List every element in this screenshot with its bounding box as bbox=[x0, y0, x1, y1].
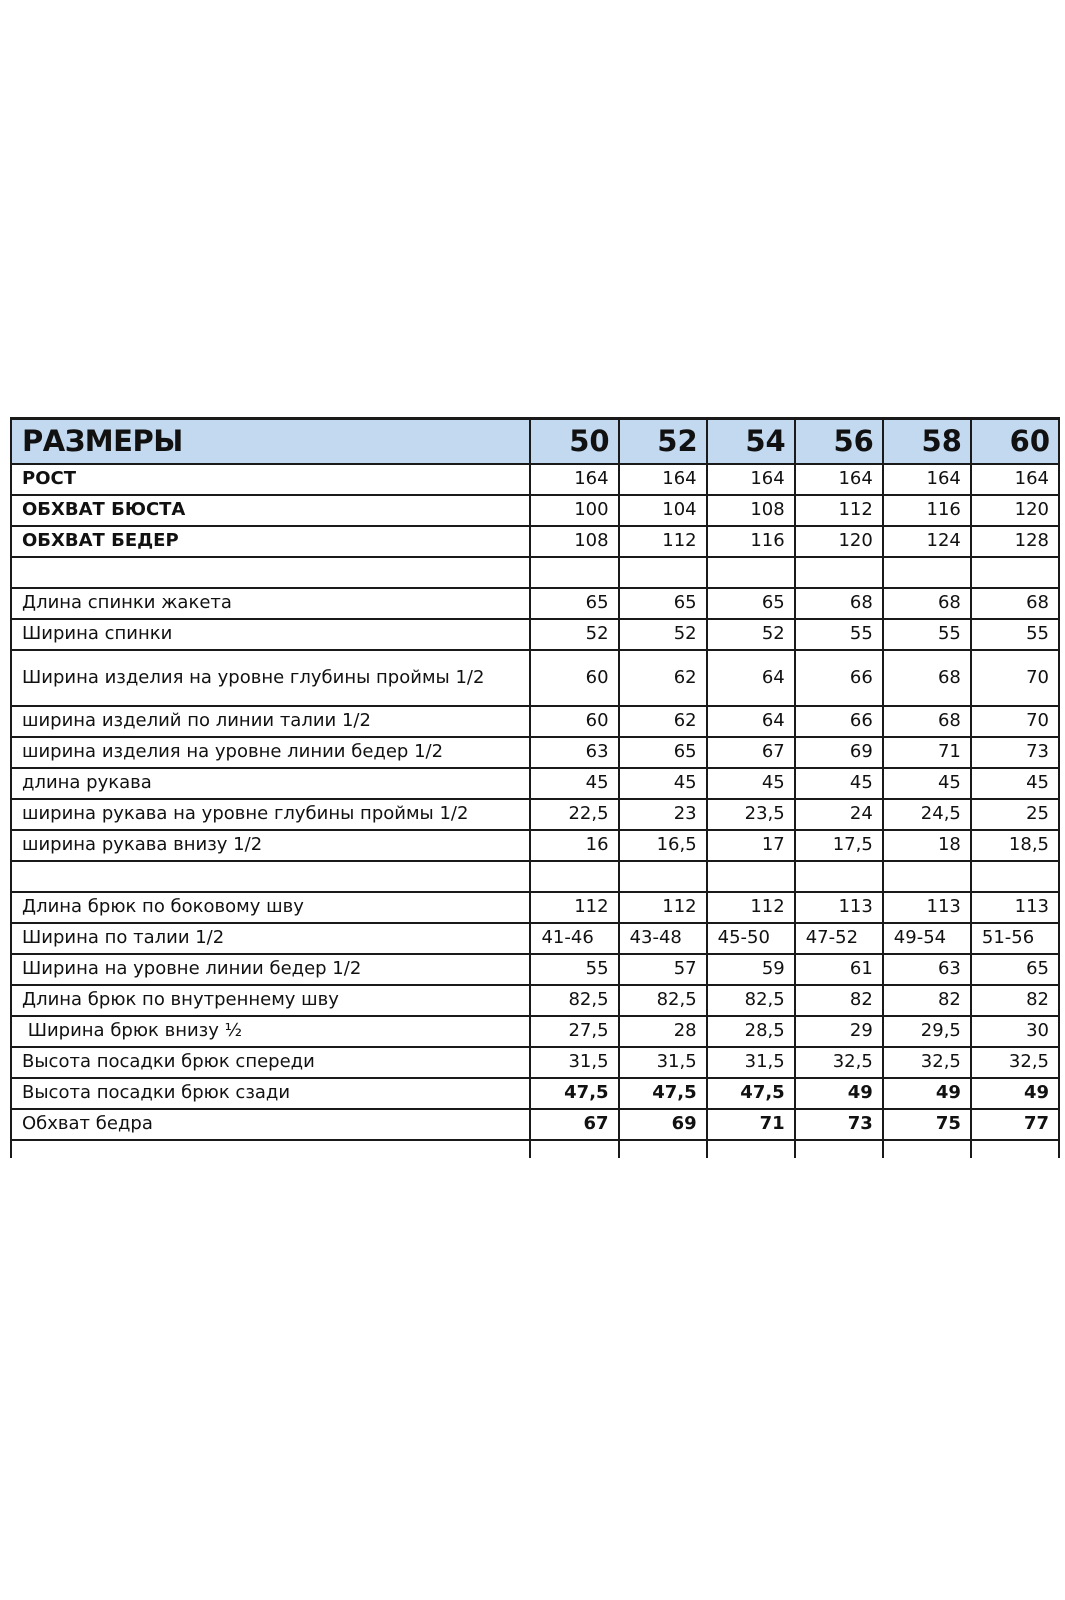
table-row bbox=[11, 1047, 1059, 1078]
cell-value: 64 bbox=[707, 706, 795, 737]
cell-value: 52 bbox=[619, 619, 707, 650]
cell-value: 82 bbox=[883, 985, 971, 1016]
empty-cell bbox=[707, 861, 795, 892]
cell-value: 68 bbox=[795, 588, 883, 619]
table-row bbox=[11, 588, 1059, 619]
row-label: Обхват бедра bbox=[11, 1109, 530, 1140]
table-row bbox=[11, 768, 1059, 799]
row-label: Высота посадки брюк спереди bbox=[11, 1047, 530, 1078]
cell-value: 112 bbox=[530, 892, 618, 923]
cell-value: 29 bbox=[795, 1016, 883, 1047]
cell-value: 28 bbox=[619, 1016, 707, 1047]
cell-value: 55 bbox=[530, 954, 618, 985]
row-label: Высота посадки брюк сзади bbox=[11, 1078, 530, 1109]
cell-value: 51-56 bbox=[971, 923, 1059, 954]
cell-value: 18 bbox=[883, 830, 971, 861]
cell-value: 49 bbox=[883, 1078, 971, 1109]
empty-cell bbox=[530, 861, 618, 892]
cell-value: 30 bbox=[971, 1016, 1059, 1047]
cell-value: 31,5 bbox=[619, 1047, 707, 1078]
empty-cell bbox=[619, 1140, 707, 1158]
size-header-60: 60 bbox=[971, 419, 1059, 465]
cell-value: 24 bbox=[795, 799, 883, 830]
size-header-58: 58 bbox=[883, 419, 971, 465]
cell-value: 164 bbox=[530, 464, 618, 495]
table-row bbox=[11, 737, 1059, 768]
cell-value: 60 bbox=[530, 650, 618, 706]
size-header-52: 52 bbox=[619, 419, 707, 465]
cell-value: 57 bbox=[619, 954, 707, 985]
cell-value: 45 bbox=[530, 768, 618, 799]
cell-value: 65 bbox=[619, 588, 707, 619]
cell-value: 70 bbox=[971, 706, 1059, 737]
cell-value: 23 bbox=[619, 799, 707, 830]
cell-value: 75 bbox=[883, 1109, 971, 1140]
empty-cell bbox=[530, 557, 618, 588]
cell-value: 28,5 bbox=[707, 1016, 795, 1047]
empty-row bbox=[11, 557, 1059, 588]
row-label: ширина рукава внизу 1/2 bbox=[11, 830, 530, 861]
row-label: РОСТ bbox=[11, 464, 530, 495]
cell-value: 120 bbox=[971, 495, 1059, 526]
empty-cell bbox=[971, 557, 1059, 588]
cell-value: 124 bbox=[883, 526, 971, 557]
empty-cell bbox=[619, 861, 707, 892]
cell-value: 45 bbox=[707, 768, 795, 799]
cell-value: 60 bbox=[530, 706, 618, 737]
cell-value: 120 bbox=[795, 526, 883, 557]
cell-value: 108 bbox=[530, 526, 618, 557]
cell-value: 31,5 bbox=[707, 1047, 795, 1078]
cell-value: 68 bbox=[971, 588, 1059, 619]
cell-value: 112 bbox=[619, 526, 707, 557]
empty-cell bbox=[530, 1140, 618, 1158]
cell-value: 45-50 bbox=[707, 923, 795, 954]
table-row bbox=[11, 650, 1059, 706]
cell-value: 16 bbox=[530, 830, 618, 861]
cell-value: 73 bbox=[971, 737, 1059, 768]
cell-value: 47,5 bbox=[707, 1078, 795, 1109]
empty-cell bbox=[707, 1140, 795, 1158]
cell-value: 47,5 bbox=[530, 1078, 618, 1109]
header-row bbox=[11, 419, 1059, 465]
row-label: Ширина спинки bbox=[11, 619, 530, 650]
cell-value: 112 bbox=[795, 495, 883, 526]
cell-value: 82,5 bbox=[707, 985, 795, 1016]
empty-cell bbox=[707, 557, 795, 588]
cell-value: 45 bbox=[883, 768, 971, 799]
cell-value: 55 bbox=[971, 619, 1059, 650]
row-label: ширина изделия на уровне линии бедер 1/2 bbox=[11, 737, 530, 768]
empty-cell bbox=[971, 1140, 1059, 1158]
empty-cell bbox=[795, 1140, 883, 1158]
cell-value: 113 bbox=[795, 892, 883, 923]
row-label: Длина спинки жакета bbox=[11, 588, 530, 619]
cell-value: 45 bbox=[795, 768, 883, 799]
size-chart-table bbox=[10, 417, 1060, 1158]
cell-value: 49 bbox=[795, 1078, 883, 1109]
cell-value: 41-46 bbox=[530, 923, 618, 954]
cell-value: 62 bbox=[619, 706, 707, 737]
empty-cell bbox=[795, 557, 883, 588]
cell-value: 82,5 bbox=[530, 985, 618, 1016]
cell-value: 63 bbox=[883, 954, 971, 985]
table-row bbox=[11, 706, 1059, 737]
table-row bbox=[11, 464, 1059, 495]
cell-value: 59 bbox=[707, 954, 795, 985]
empty-cell bbox=[11, 557, 530, 588]
empty-cell bbox=[883, 861, 971, 892]
table-row bbox=[11, 830, 1059, 861]
cell-value: 32,5 bbox=[795, 1047, 883, 1078]
cell-value: 67 bbox=[707, 737, 795, 768]
cell-value: 29,5 bbox=[883, 1016, 971, 1047]
cell-value: 70 bbox=[971, 650, 1059, 706]
cell-value: 66 bbox=[795, 706, 883, 737]
table-row bbox=[11, 1016, 1059, 1047]
row-label: ширина изделий по линии талии 1/2 bbox=[11, 706, 530, 737]
cell-value: 164 bbox=[971, 464, 1059, 495]
cell-value: 116 bbox=[883, 495, 971, 526]
row-label: ОБХВАТ БЮСТА bbox=[11, 495, 530, 526]
cell-value: 164 bbox=[707, 464, 795, 495]
row-label: длина рукава bbox=[11, 768, 530, 799]
cell-value: 17,5 bbox=[795, 830, 883, 861]
cell-value: 63 bbox=[530, 737, 618, 768]
table-row bbox=[11, 1109, 1059, 1140]
row-label: Длина брюк по боковому шву bbox=[11, 892, 530, 923]
cell-value: 67 bbox=[530, 1109, 618, 1140]
table-row bbox=[11, 923, 1059, 954]
cell-value: 71 bbox=[883, 737, 971, 768]
cell-value: 68 bbox=[883, 650, 971, 706]
cell-value: 22,5 bbox=[530, 799, 618, 830]
empty-cell bbox=[795, 861, 883, 892]
header-label: РАЗМЕРЫ bbox=[11, 419, 530, 465]
table-row bbox=[11, 526, 1059, 557]
cell-value: 116 bbox=[707, 526, 795, 557]
cell-value: 32,5 bbox=[883, 1047, 971, 1078]
cell-value: 49-54 bbox=[883, 923, 971, 954]
table-row bbox=[11, 619, 1059, 650]
cell-value: 17 bbox=[707, 830, 795, 861]
cell-value: 43-48 bbox=[619, 923, 707, 954]
row-label: Ширина по талии 1/2 bbox=[11, 923, 530, 954]
empty-row bbox=[11, 1140, 1059, 1158]
row-label: Ширина брюк внизу ½ bbox=[11, 1016, 530, 1047]
empty-row bbox=[11, 861, 1059, 892]
size-header-54: 54 bbox=[707, 419, 795, 465]
cell-value: 47-52 bbox=[795, 923, 883, 954]
cell-value: 55 bbox=[883, 619, 971, 650]
cell-value: 61 bbox=[795, 954, 883, 985]
cell-value: 100 bbox=[530, 495, 618, 526]
cell-value: 47,5 bbox=[619, 1078, 707, 1109]
cell-value: 24,5 bbox=[883, 799, 971, 830]
row-label: Ширина на уровне линии бедер 1/2 bbox=[11, 954, 530, 985]
cell-value: 55 bbox=[795, 619, 883, 650]
cell-value: 113 bbox=[971, 892, 1059, 923]
cell-value: 108 bbox=[707, 495, 795, 526]
cell-value: 113 bbox=[883, 892, 971, 923]
cell-value: 82,5 bbox=[619, 985, 707, 1016]
table-row bbox=[11, 799, 1059, 830]
empty-cell bbox=[883, 1140, 971, 1158]
cell-value: 25 bbox=[971, 799, 1059, 830]
empty-cell bbox=[971, 861, 1059, 892]
cell-value: 68 bbox=[883, 706, 971, 737]
cell-value: 45 bbox=[971, 768, 1059, 799]
cell-value: 65 bbox=[530, 588, 618, 619]
row-label: ширина рукава на уровне глубины проймы 1/2 bbox=[11, 799, 530, 830]
cell-value: 45 bbox=[619, 768, 707, 799]
table-row bbox=[11, 954, 1059, 985]
cell-value: 23,5 bbox=[707, 799, 795, 830]
cell-value: 69 bbox=[795, 737, 883, 768]
empty-cell bbox=[619, 557, 707, 588]
cell-value: 65 bbox=[971, 954, 1059, 985]
cell-value: 16,5 bbox=[619, 830, 707, 861]
cell-value: 112 bbox=[619, 892, 707, 923]
cell-value: 69 bbox=[619, 1109, 707, 1140]
cell-value: 31,5 bbox=[530, 1047, 618, 1078]
cell-value: 52 bbox=[707, 619, 795, 650]
cell-value: 66 bbox=[795, 650, 883, 706]
row-label: Ширина изделия на уровне глубины проймы 1/2 bbox=[11, 650, 530, 706]
cell-value: 65 bbox=[707, 588, 795, 619]
cell-value: 82 bbox=[971, 985, 1059, 1016]
cell-value: 82 bbox=[795, 985, 883, 1016]
table-row bbox=[11, 495, 1059, 526]
cell-value: 49 bbox=[971, 1078, 1059, 1109]
cell-value: 18,5 bbox=[971, 830, 1059, 861]
cell-value: 27,5 bbox=[530, 1016, 618, 1047]
cell-value: 77 bbox=[971, 1109, 1059, 1140]
cell-value: 164 bbox=[883, 464, 971, 495]
empty-cell bbox=[11, 1140, 530, 1158]
row-label: Длина брюк по внутреннему шву bbox=[11, 985, 530, 1016]
table-row bbox=[11, 892, 1059, 923]
cell-value: 71 bbox=[707, 1109, 795, 1140]
cell-value: 64 bbox=[707, 650, 795, 706]
cell-value: 73 bbox=[795, 1109, 883, 1140]
cell-value: 62 bbox=[619, 650, 707, 706]
table-row bbox=[11, 1078, 1059, 1109]
cell-value: 112 bbox=[707, 892, 795, 923]
empty-cell bbox=[883, 557, 971, 588]
cell-value: 32,5 bbox=[971, 1047, 1059, 1078]
size-header-50: 50 bbox=[530, 419, 618, 465]
cell-value: 68 bbox=[883, 588, 971, 619]
cell-value: 65 bbox=[619, 737, 707, 768]
empty-cell bbox=[11, 861, 530, 892]
cell-value: 164 bbox=[619, 464, 707, 495]
cell-value: 52 bbox=[530, 619, 618, 650]
cell-value: 164 bbox=[795, 464, 883, 495]
cell-value: 104 bbox=[619, 495, 707, 526]
table-row bbox=[11, 985, 1059, 1016]
row-label: ОБХВАТ БЕДЕР bbox=[11, 526, 530, 557]
cell-value: 128 bbox=[971, 526, 1059, 557]
size-header-56: 56 bbox=[795, 419, 883, 465]
